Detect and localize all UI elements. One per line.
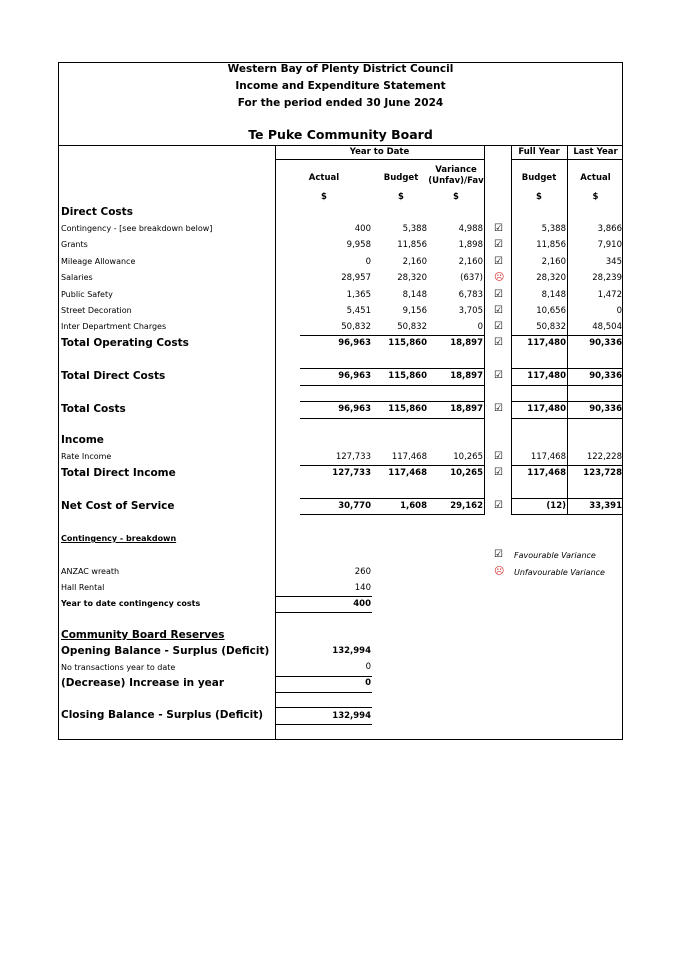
net-cost-fy: (12) (546, 501, 566, 511)
row-variance: (637) (460, 273, 483, 283)
row-actual: 9,958 (346, 240, 371, 250)
row-fy-budget: 50,832 (536, 322, 566, 332)
direct-bottom-rule (300, 385, 484, 386)
costs-bottom-rule (300, 418, 484, 419)
total-income-ly: 123,728 (583, 468, 622, 478)
contingency-item-label: Hall Rental (61, 583, 105, 592)
row-variance: 3,705 (458, 306, 483, 316)
row-budget: 28,320 (397, 273, 427, 283)
row-label: Grants (61, 240, 88, 249)
row-variance: 4,988 (458, 224, 483, 234)
row-fy-budget: 2,160 (541, 257, 566, 267)
statement-title: Income and Expenditure Statement (235, 80, 446, 92)
check-box-icon: ☑ (494, 549, 503, 560)
row-variance: 2,160 (458, 257, 483, 267)
check-box-icon: ☑ (494, 223, 503, 234)
ytd-rule (275, 159, 484, 160)
row-budget: 50,832 (397, 322, 427, 332)
currency-ly: $ (592, 192, 599, 202)
change-value: 0 (365, 678, 371, 688)
row-label: Public Safety (61, 290, 113, 299)
total-operating-actual: 96,963 (338, 338, 371, 348)
ytd-block-right (484, 145, 485, 515)
rate-income-actual: 127,733 (335, 452, 371, 462)
costs-top-rule (300, 401, 484, 402)
total-costs-ly: 90,336 (589, 404, 622, 414)
total-operating-budget: 115,860 (388, 338, 427, 348)
rate-income-label: Rate Income (61, 452, 112, 461)
total-operating-label: Total Operating Costs (61, 337, 189, 349)
row-actual: 1,365 (346, 290, 371, 300)
row-budget: 5,388 (402, 224, 427, 234)
total-operating-fy: 117,480 (527, 338, 566, 348)
contingency-total-bottom-rule (275, 612, 372, 613)
ytd-header: Year to Date (349, 147, 410, 157)
total-costs-budget: 115,860 (388, 404, 427, 414)
check-box-icon: ☑ (494, 500, 503, 511)
net-cost-variance: 29,162 (450, 501, 483, 511)
row-label: Mileage Allowance (61, 257, 136, 266)
currency-fy: $ (536, 192, 542, 202)
contingency-item-label: ANZAC wreath (61, 567, 120, 576)
total-costs-label: Total Costs (61, 403, 126, 415)
closing-balance-label: Closing Balance - Surplus (Deficit) (61, 709, 264, 721)
currency-actual: $ (321, 192, 327, 202)
total-direct-budget: 115,860 (388, 371, 427, 381)
total-income-actual: 127,733 (332, 468, 371, 478)
row-ly-actual: 7,910 (597, 240, 622, 250)
total-income-label: Total Direct Income (61, 467, 176, 479)
net-cost-actual: 30,770 (338, 501, 371, 511)
row-label: Street Decoration (61, 306, 132, 315)
net-cost-label: Net Cost of Service (61, 500, 175, 512)
total-direct-label: Total Direct Costs (61, 370, 166, 382)
check-box-icon: ☑ (494, 370, 503, 381)
opening-balance-label: Opening Balance - Surplus (Deficit) (61, 645, 270, 657)
row-label: Salaries (61, 273, 93, 282)
row-ly-actual: 28,239 (592, 273, 622, 283)
full-year-header: Full Year (518, 147, 560, 157)
reserves-heading: Community Board Reserves (61, 629, 225, 641)
closing-top-rule (275, 707, 372, 708)
row-fy-budget: 5,388 (541, 224, 566, 234)
row-ly-actual: 345 (605, 257, 622, 267)
net-cost-ly: 33,391 (589, 501, 622, 511)
row-actual: 50,832 (341, 322, 371, 332)
rate-income-ly: 122,228 (586, 452, 622, 462)
rate-income-budget: 117,468 (391, 452, 427, 462)
row-actual: 400 (354, 224, 371, 234)
contingency-item-value: 260 (354, 567, 371, 577)
label-column-divider (275, 145, 276, 740)
total-direct-variance: 18,897 (450, 371, 483, 381)
total-costs-variance: 18,897 (450, 404, 483, 414)
operating-fy-rule (511, 335, 623, 336)
check-box-icon: ☑ (494, 256, 503, 267)
row-variance: 6,783 (458, 290, 483, 300)
check-box-icon: ☑ (494, 403, 503, 414)
last-year-header: Last Year (573, 147, 618, 157)
contingency-total-rule (275, 596, 372, 597)
check-box-icon: ☑ (494, 467, 503, 478)
change-bottom-rule (275, 692, 372, 693)
row-variance: 1,898 (458, 240, 483, 250)
row-fy-budget: 11,856 (536, 240, 566, 250)
net-bottom-rule (300, 514, 484, 515)
fy-budget-header: Budget (521, 173, 557, 183)
total-costs-actual: 96,963 (338, 404, 371, 414)
legend-favourable: Favourable Variance (514, 551, 596, 560)
total-income-budget: 117,468 (388, 468, 427, 478)
direct-fy-bottom-rule (511, 385, 623, 386)
costs-fy-bottom-rule (511, 418, 623, 419)
total-costs-fy: 117,480 (527, 404, 566, 414)
net-cost-budget: 1,608 (400, 501, 427, 511)
header-rule (58, 145, 623, 146)
total-direct-fy: 117,480 (527, 371, 566, 381)
check-box-icon: ☑ (494, 289, 503, 300)
change-label: (Decrease) Increase in year (61, 677, 225, 689)
check-box-icon: ☑ (494, 305, 503, 316)
check-box-icon: ☑ (494, 321, 503, 332)
frown-face-icon: ☹ (494, 566, 505, 577)
row-budget: 2,160 (402, 257, 427, 267)
rate-income-fy: 117,468 (530, 452, 566, 462)
income-heading: Income (61, 434, 104, 446)
contingency-item-value: 140 (354, 583, 371, 593)
total-direct-ly: 90,336 (589, 371, 622, 381)
period-title: For the period ended 30 June 2024 (237, 97, 444, 109)
no-transactions-value: 0 (365, 662, 371, 672)
board-title: Te Puke Community Board (248, 127, 433, 142)
change-top-rule (275, 676, 372, 677)
row-fy-budget: 28,320 (536, 273, 566, 283)
council-title: Western Bay of Plenty District Council (227, 63, 454, 75)
closing-bottom-rule (275, 724, 372, 725)
row-actual: 0 (365, 257, 371, 267)
direct-fy-rule (511, 368, 623, 369)
row-label: Contingency - [see breakdown below] (61, 224, 213, 233)
fy-rule (511, 159, 623, 160)
total-income-variance: 10,265 (450, 468, 483, 478)
row-ly-actual: 1,472 (597, 290, 622, 300)
contingency-total-value: 400 (353, 599, 371, 609)
row-ly-actual: 0 (616, 306, 622, 316)
actual-header: Actual (308, 173, 340, 183)
net-top-rule (300, 498, 484, 499)
check-box-icon: ☑ (494, 337, 503, 348)
check-box-icon: ☑ (494, 239, 503, 250)
opening-balance-value: 132,994 (332, 646, 371, 656)
row-ly-actual: 48,504 (592, 322, 622, 332)
row-variance: 0 (477, 322, 483, 332)
rate-income-variance: 10,265 (453, 452, 483, 462)
frown-face-icon: ☹ (494, 272, 505, 283)
row-budget: 9,156 (402, 306, 427, 316)
direct-costs-heading: Direct Costs (61, 206, 133, 218)
row-actual: 5,451 (346, 306, 371, 316)
no-transactions-label: No transactions year to date (61, 663, 176, 672)
contingency-heading: Contingency - breakdown (61, 534, 177, 543)
net-fy-bottom-rule (511, 514, 623, 515)
legend-unfavourable: Unfavourable Variance (514, 568, 605, 577)
row-budget: 8,148 (402, 290, 427, 300)
row-ly-actual: 3,866 (597, 224, 622, 234)
closing-balance-value: 132,994 (332, 711, 371, 721)
row-label: Inter Department Charges (61, 322, 167, 331)
budget-header: Budget (383, 173, 419, 183)
total-income-fy: 117,468 (527, 468, 566, 478)
costs-fy-rule (511, 401, 623, 402)
net-fy-rule (511, 498, 623, 499)
row-budget: 11,856 (397, 240, 427, 250)
row-fy-budget: 8,148 (541, 290, 566, 300)
total-operating-variance: 18,897 (450, 338, 483, 348)
direct-top-rule (300, 368, 484, 369)
ly-actual-header: Actual (580, 173, 611, 183)
variance-subheader: (Unfav)/Fav (428, 176, 484, 186)
income-top-rule (300, 465, 484, 466)
income-fy-rule (511, 465, 623, 466)
row-actual: 28,957 (341, 273, 371, 283)
currency-variance: $ (453, 192, 459, 202)
check-box-icon: ☑ (494, 451, 503, 462)
row-fy-budget: 10,656 (536, 306, 566, 316)
total-direct-actual: 96,963 (338, 371, 371, 381)
variance-header: Variance (435, 165, 477, 175)
operating-top-rule (300, 335, 484, 336)
contingency-total-label: Year to date contingency costs (61, 599, 201, 608)
total-operating-ly: 90,336 (589, 338, 622, 348)
currency-budget: $ (398, 192, 404, 202)
